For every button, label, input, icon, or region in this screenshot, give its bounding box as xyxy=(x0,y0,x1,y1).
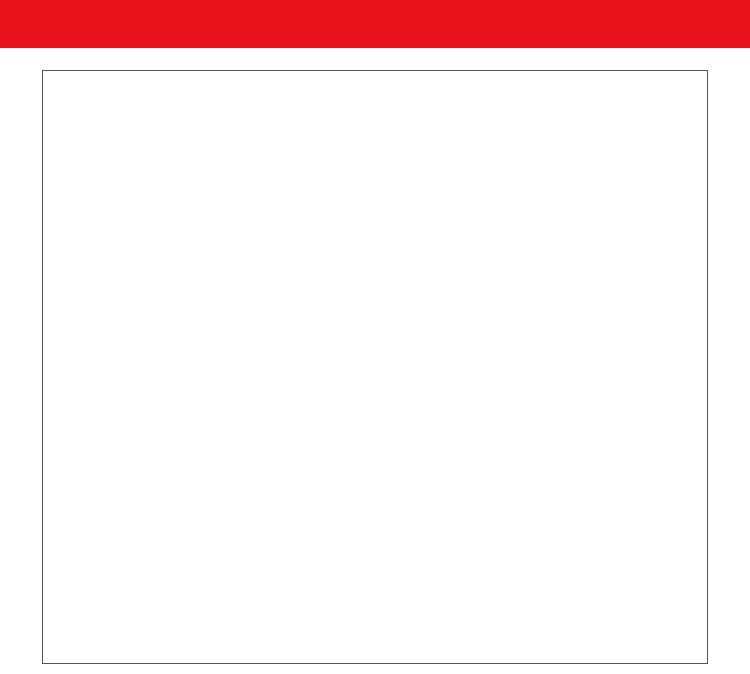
header-bar xyxy=(0,0,750,48)
spec-table xyxy=(42,70,708,664)
